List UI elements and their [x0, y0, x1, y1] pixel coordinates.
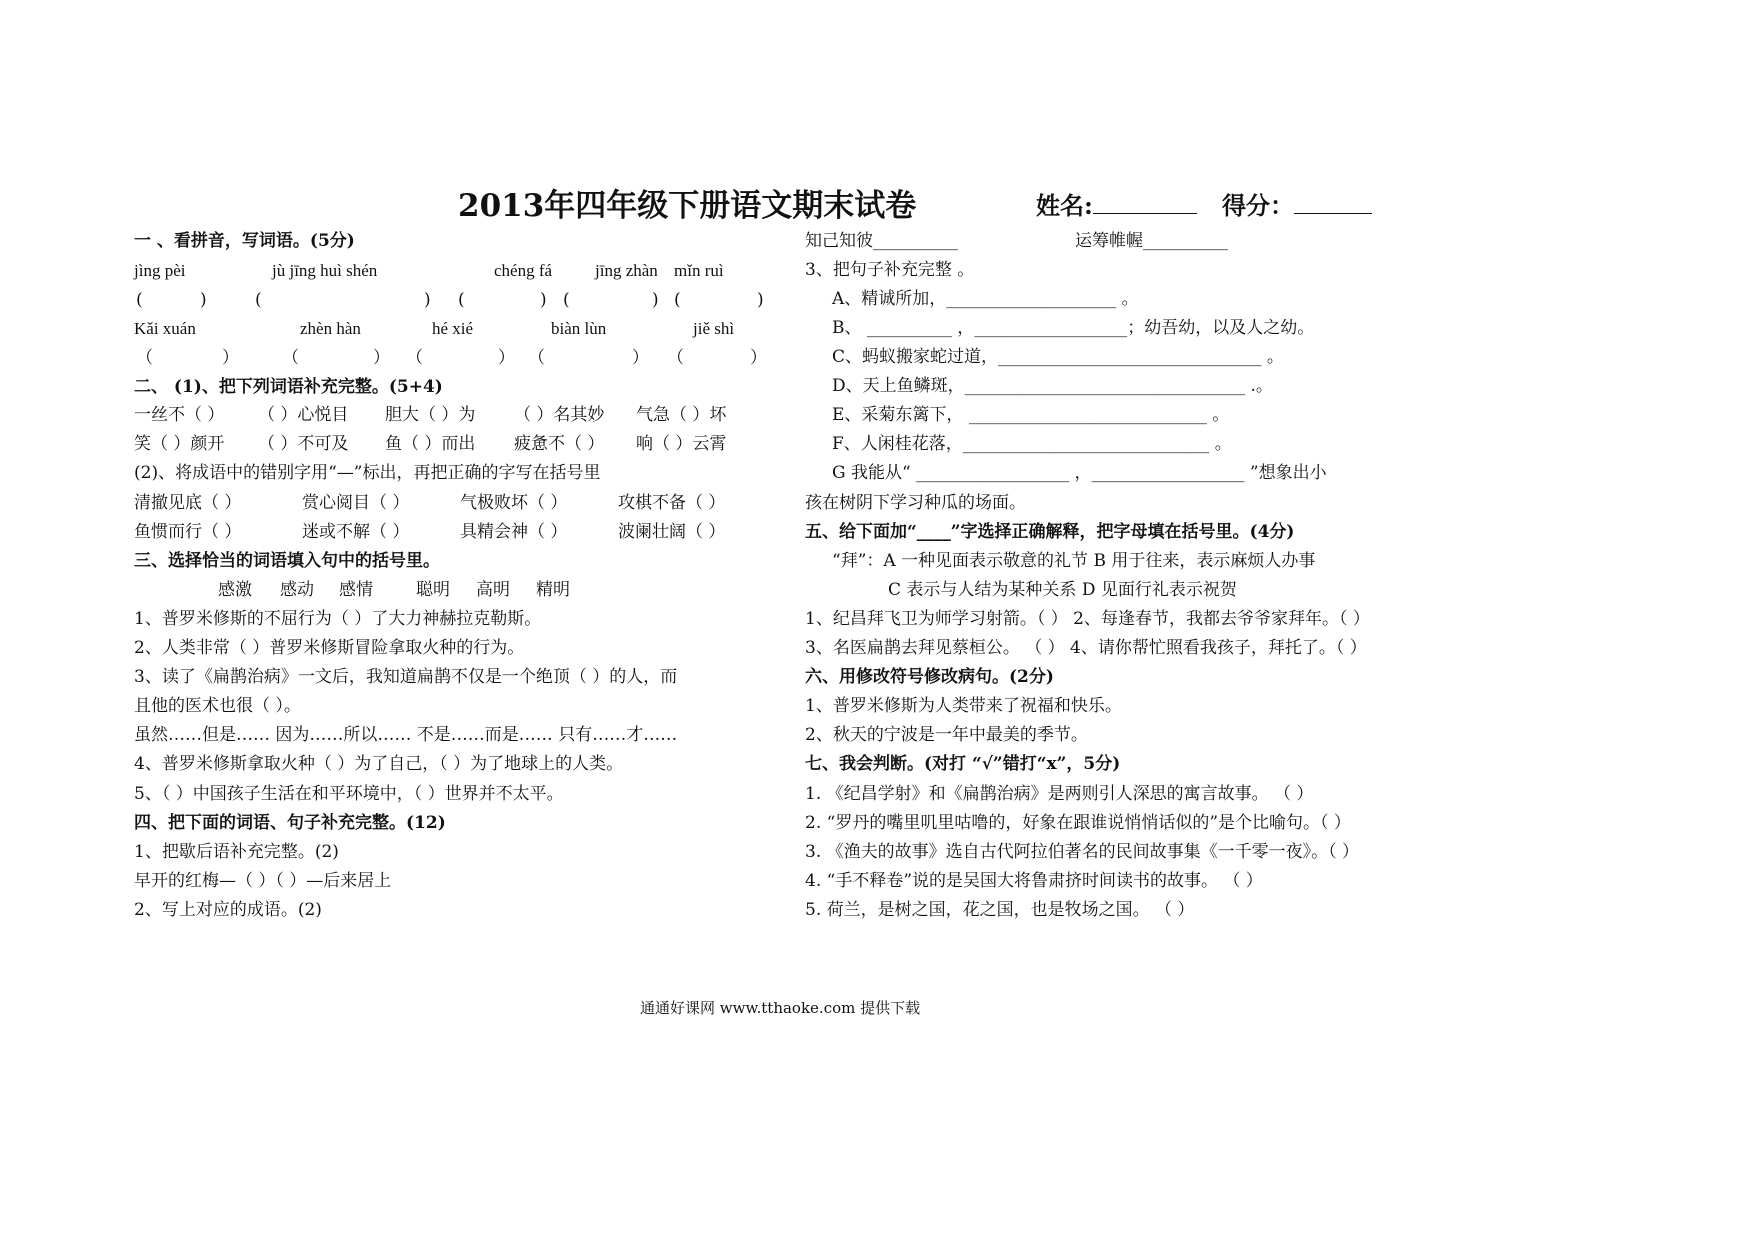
- idiom-blank: 知己知彼__________: [805, 231, 958, 251]
- idiom-item: 笑（ ）颜开: [134, 434, 225, 454]
- typo-item: 清撤见底（ ）: [134, 493, 242, 513]
- section-7-title: 七、我会判断。(对打 “√”错打“x”，5分): [805, 754, 1121, 774]
- pinyin-9: biàn lùn: [551, 319, 607, 338]
- answer-paren: (: [458, 290, 465, 310]
- question: 1、普罗米修斯的不屈行为（ ）了大力神赫拉克勒斯。: [134, 609, 542, 629]
- answer-paren: ): [424, 290, 431, 310]
- question: 1、普罗米修斯为人类带来了祝福和快乐。: [805, 696, 1122, 716]
- score-blank[interactable]: [1294, 197, 1372, 214]
- typo-item: 具精会神（ ）: [460, 522, 568, 542]
- typo-item: 迷或不解（ ）: [302, 522, 410, 542]
- answer-paren: ): [652, 290, 659, 310]
- section-2-subtitle: (2)、将成语中的错别字用“—”标出，再把正确的字写在括号里: [134, 463, 601, 483]
- idiom-item: 一丝不（ ）: [134, 405, 225, 425]
- typo-item: 攻棋不备（ ）: [618, 493, 726, 513]
- answer-paren: ): [200, 290, 207, 310]
- name-field: [1036, 186, 1197, 221]
- answer-paren: （: [528, 348, 545, 368]
- question: 3、把句子补充完整 。: [805, 260, 975, 280]
- word-choice: 聪明: [416, 580, 450, 600]
- pinyin-5: mǐn ruì: [674, 261, 724, 280]
- section-2-title: 二、 (1)、把下列词语补充完整。(5+4): [134, 377, 443, 397]
- section-1-title: 一 、看拼音，写词语。(5分): [134, 231, 355, 251]
- word-choice: 精明: [536, 580, 570, 600]
- score-field: [1222, 186, 1372, 221]
- sentence-item: 孩在树阴下学习种瓜的场面。: [805, 493, 1026, 513]
- question: 2、写上对应的成语。(2): [134, 900, 322, 920]
- pinyin-3: chéng fá: [494, 261, 553, 280]
- pinyin-4: jīng zhàn: [595, 261, 658, 280]
- answer-paren: (: [136, 290, 143, 310]
- pinyin-2: jù jīng huì shén: [272, 261, 378, 280]
- word-choice: 感动: [280, 580, 314, 600]
- question: 且他的医术也很（ ）。: [134, 696, 301, 716]
- answer-paren: (: [255, 290, 262, 310]
- pinyin-10: jiě shì: [693, 319, 735, 338]
- page-title: 2013年四年级下册语文期末试卷: [458, 188, 917, 224]
- sentence-item: G 我能从“ __________________ ，__________________ ”想象出小: [832, 463, 1327, 483]
- sentence-item: D、天上鱼鳞斑，_________________________________ .。: [832, 376, 1273, 396]
- typo-item: 鱼惯而行（ ）: [134, 522, 242, 542]
- section-3-title: 三、选择恰当的词语填入句中的括号里。: [134, 551, 440, 571]
- answer-paren: (: [563, 290, 570, 310]
- answer-paren: ）: [498, 348, 515, 368]
- idiom-item: 气急（ ）坏: [636, 405, 727, 425]
- idiom-item: 响（ ）云霄: [636, 434, 727, 454]
- section-4-title: 四、把下面的词语、句子补充完整。(12): [134, 813, 446, 833]
- definition-line: “拜”：A 一种见面表示敬意的礼节 B 用于往来，表示麻烦人办事: [832, 551, 1316, 571]
- idiom-blank: 运筹帷幄__________: [1075, 231, 1228, 251]
- question: 1、把歇后语补充完整。(2): [134, 842, 339, 862]
- score-label: 得分：: [1222, 191, 1294, 220]
- answer-paren: （: [282, 348, 299, 368]
- answer-paren: ): [540, 290, 547, 310]
- pinyin-1: jìng pèi: [134, 261, 186, 280]
- word-choice: 高明: [476, 580, 510, 600]
- typo-item: 气极败坏（ ）: [460, 493, 568, 513]
- judge-item: 1. 《纪昌学射》和《扁鹊治病》是两则引人深思的寓言故事。 （ ）: [805, 784, 1314, 804]
- word-choice: 感情: [339, 580, 373, 600]
- definition-line: C 表示与人结为某种关系 D 见面行礼表示祝贺: [888, 580, 1237, 600]
- idiom-item: （ ）名其妙: [514, 405, 605, 425]
- idiom-item: 胆大（ ）为: [385, 405, 476, 425]
- idiom-item: 疲惫不（ ）: [514, 434, 605, 454]
- answer-paren: ): [757, 290, 764, 310]
- typo-item: 波阑壮阔（ ）: [618, 522, 726, 542]
- sentence-item: B、 __________ ，__________________；幼吾幼，以及人之幼。: [832, 318, 1315, 338]
- answer-paren: （: [136, 348, 153, 368]
- word-choice: 感激: [218, 580, 252, 600]
- question: 2、秋天的宁波是一年中最美的季节。: [805, 725, 1088, 745]
- pinyin-8: hé xié: [432, 319, 474, 338]
- sentence-item: C、蚂蚁搬家蛇过道，_______________________________ 。: [832, 347, 1284, 367]
- answer-paren: （: [406, 348, 423, 368]
- sentence-item: A、精诚所加，____________________ 。: [832, 289, 1139, 309]
- footer-credit: 通通好课网 www.tthaoke.com 提供下载: [640, 999, 921, 1017]
- typo-item: 赏心阅目（ ）: [302, 493, 410, 513]
- answer-paren: ）: [373, 348, 390, 368]
- question: 3、读了《扁鹊治病》一文后，我知道扁鹊不仅是一个绝顶（ ）的人，而: [134, 667, 678, 687]
- question: 3、名医扁鹊去拜见蔡桓公。 （ ） 4、请你帮忙照看我孩子，拜托了。（ ）: [805, 638, 1367, 658]
- answer-paren: ）: [632, 348, 649, 368]
- pinyin-7: zhèn hàn: [300, 319, 361, 338]
- question: 4、普罗米修斯拿取火种（ ）为了自己，（ ）为了地球上的人类。: [134, 754, 624, 774]
- answer-paren: ）: [222, 348, 239, 368]
- pinyin-6: Kǎi xuán: [134, 319, 196, 338]
- sentence-item: E、采菊东篱下， ____________________________ 。: [832, 405, 1230, 425]
- name-blank[interactable]: [1093, 197, 1197, 214]
- judge-item: 2. “罗丹的嘴里叽里咕噜的，好象在跟谁说悄悄话似的”是个比喻句。（ ）: [805, 813, 1351, 833]
- section-5-title: 五、给下面加“____”字选择正确解释，把字母填在括号里。(4分): [805, 522, 1295, 542]
- question: 1、纪昌拜飞卫为师学习射箭。（ ） 2、每逢春节，我都去爷爷家拜年。（ ）: [805, 609, 1370, 629]
- judge-item: 3. 《渔夫的故事》选自古代阿拉伯著名的民间故事集《一千零一夜》。（ ）: [805, 842, 1360, 862]
- answer-paren: （: [667, 348, 684, 368]
- conjunction-list: 虽然……但是…… 因为……所以…… 不是……而是…… 只有……才……: [134, 725, 678, 745]
- question: 2、人类非常（ ）普罗米修斯冒险拿取火种的行为。: [134, 638, 525, 658]
- idiom-item: （ ）不可及: [258, 434, 349, 454]
- answer-paren: (: [674, 290, 681, 310]
- question: 5、（ ）中国孩子生活在和平环境中，（ ）世界并不太平。: [134, 784, 564, 804]
- answer-paren: ）: [750, 348, 767, 368]
- judge-item: 4. “手不释卷”说的是吴国大将鲁肃挤时间读书的故事。 （ ）: [805, 871, 1263, 891]
- idiom-item: 鱼（ ）而出: [385, 434, 476, 454]
- sentence-item: F、人闲桂花落，_____________________________ 。: [832, 434, 1232, 454]
- name-label: 姓名:: [1036, 191, 1093, 220]
- judge-item: 5. 荷兰，是树之国，花之国，也是牧场之国。 （ ）: [805, 900, 1195, 920]
- question: 早开的红梅—（ ）（ ）—后来居上: [134, 871, 392, 891]
- idiom-item: （ ）心悦目: [258, 405, 349, 425]
- section-6-title: 六、用修改符号修改病句。(2分): [805, 667, 1054, 687]
